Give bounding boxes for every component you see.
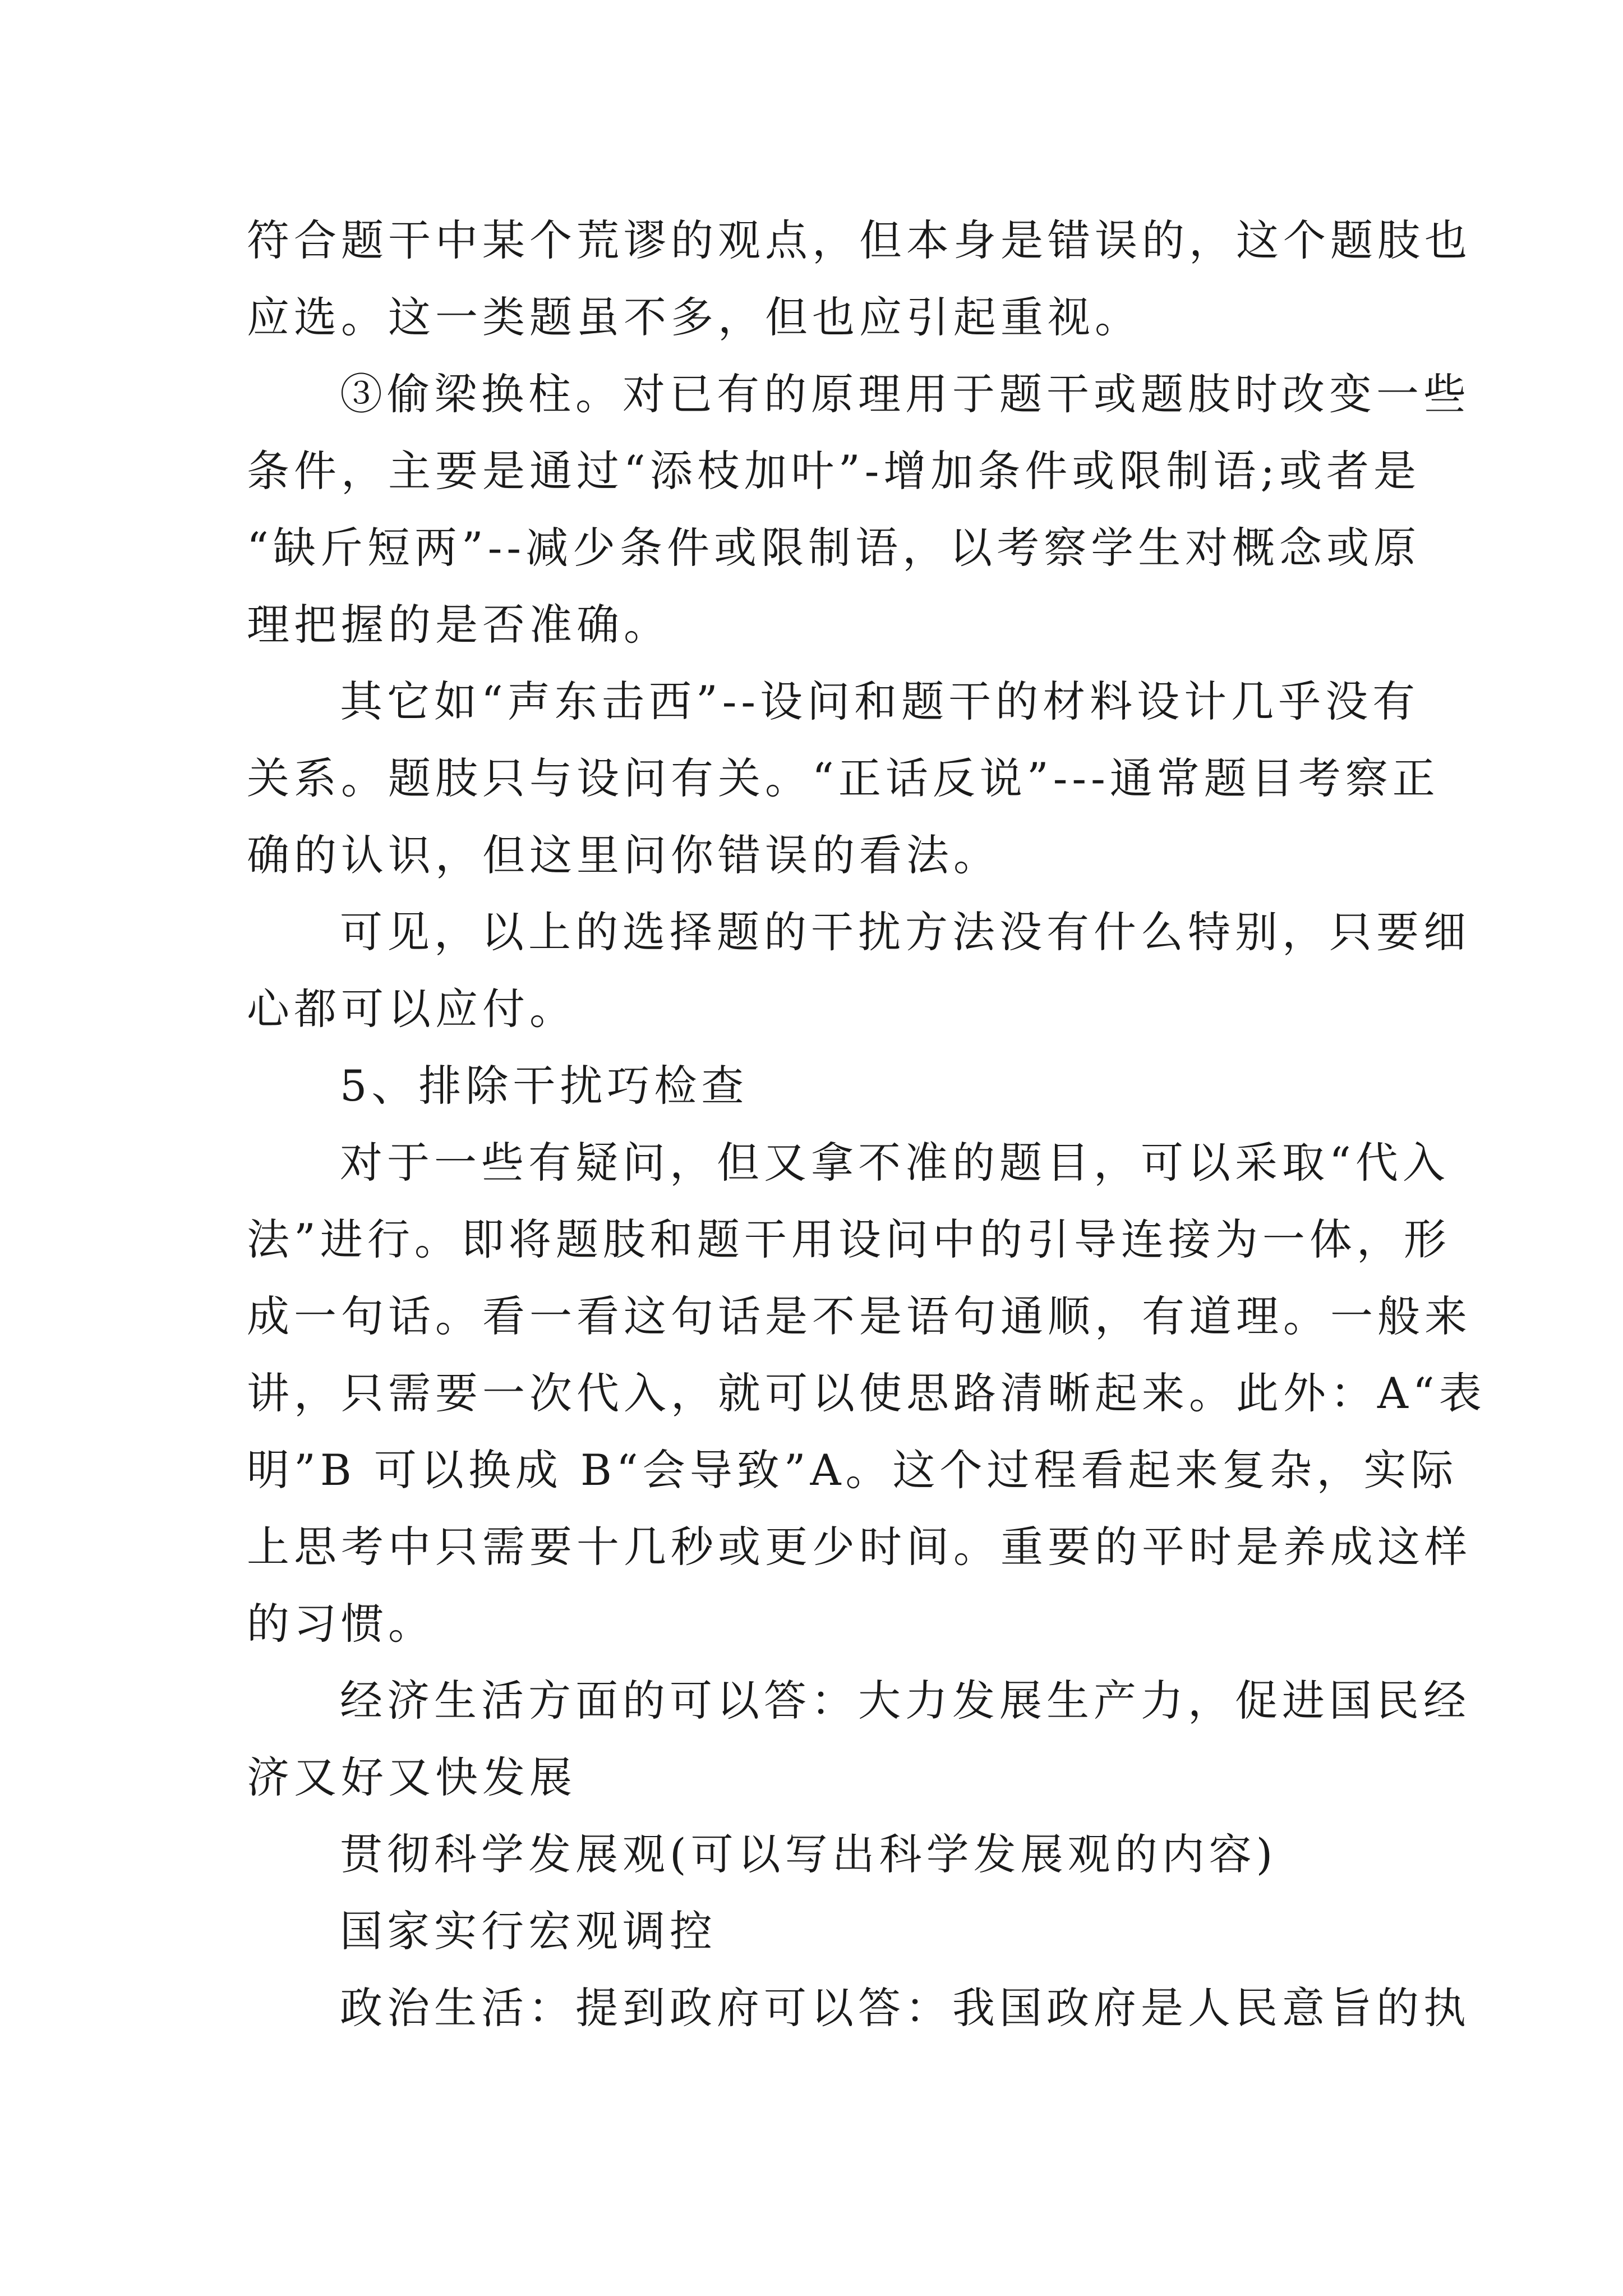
text-line: 可见，以上的选择题的干扰方法没有什么特别，只要细 [340,907,1470,957]
text-line: 济又好又快发展 [247,1752,577,1802]
text-line: 讲，只需要一次代入，就可以使思路清晰起来。此外：A“表 [247,1368,1486,1418]
text-line: “缺斤短两”--减少条件或限制语，以考察学生对概念或原 [247,523,1421,573]
text-line: 确的认识，但这里问你错误的看法。 [247,830,1000,880]
document-body [247,202,1486,2046]
text-line: 关系。题肢只与设问有关。“正话反说”---通常题目考察正 [247,753,1440,803]
text-line: 上思考中只需要十几秒或更少时间。重要的平时是养成这样 [247,1522,1472,1572]
text-line: 符合题干中某个荒谬的观点，但本身是错误的，这个题肢也 [247,215,1472,265]
text-line: 理把握的是否准确。 [247,600,671,650]
text-line: 经济生活方面的可以答：大力发展生产力，促进国民经 [340,1676,1470,1726]
text-line: 5、排除干扰巧检查 [340,1061,749,1111]
text-line: 其它如“声东击西”--设问和题干的材料设计几乎没有 [340,677,1420,726]
text-line: 的习惯。 [247,1599,435,1649]
text-line: 国家实行宏观调控 [340,1906,717,1956]
text-line: 贯彻科学发展观(可以写出科学发展观的内容) [340,1829,1278,1879]
text-line: 应选。这一类题虽不多，但也应引起重视。 [247,292,1142,342]
text-line: 政治生活：提到政府可以答：我国政府是人民意旨的执 [340,1983,1470,2033]
text-line: 成一句话。看一看这句话是不是语句通顺，有道理。一般来 [247,1291,1472,1341]
text-line: 条件，主要是通过“添枝加叶”-增加条件或限制语;或者是 [247,446,1421,496]
text-line: 明”B 可以换成 B“会导致”A。这个过程看起来复杂，实际 [247,1445,1458,1495]
text-line: ③偷梁换柱。对已有的原理用于题干或题肢时改变一些 [340,369,1470,419]
text-line: 法”进行。即将题肢和题干用设问中的引导连接为一体，形 [247,1214,1451,1264]
text-line: 对于一些有疑问，但又拿不准的题目，可以采取“代入 [340,1138,1450,1188]
text-line: 心都可以应付。 [247,984,577,1034]
